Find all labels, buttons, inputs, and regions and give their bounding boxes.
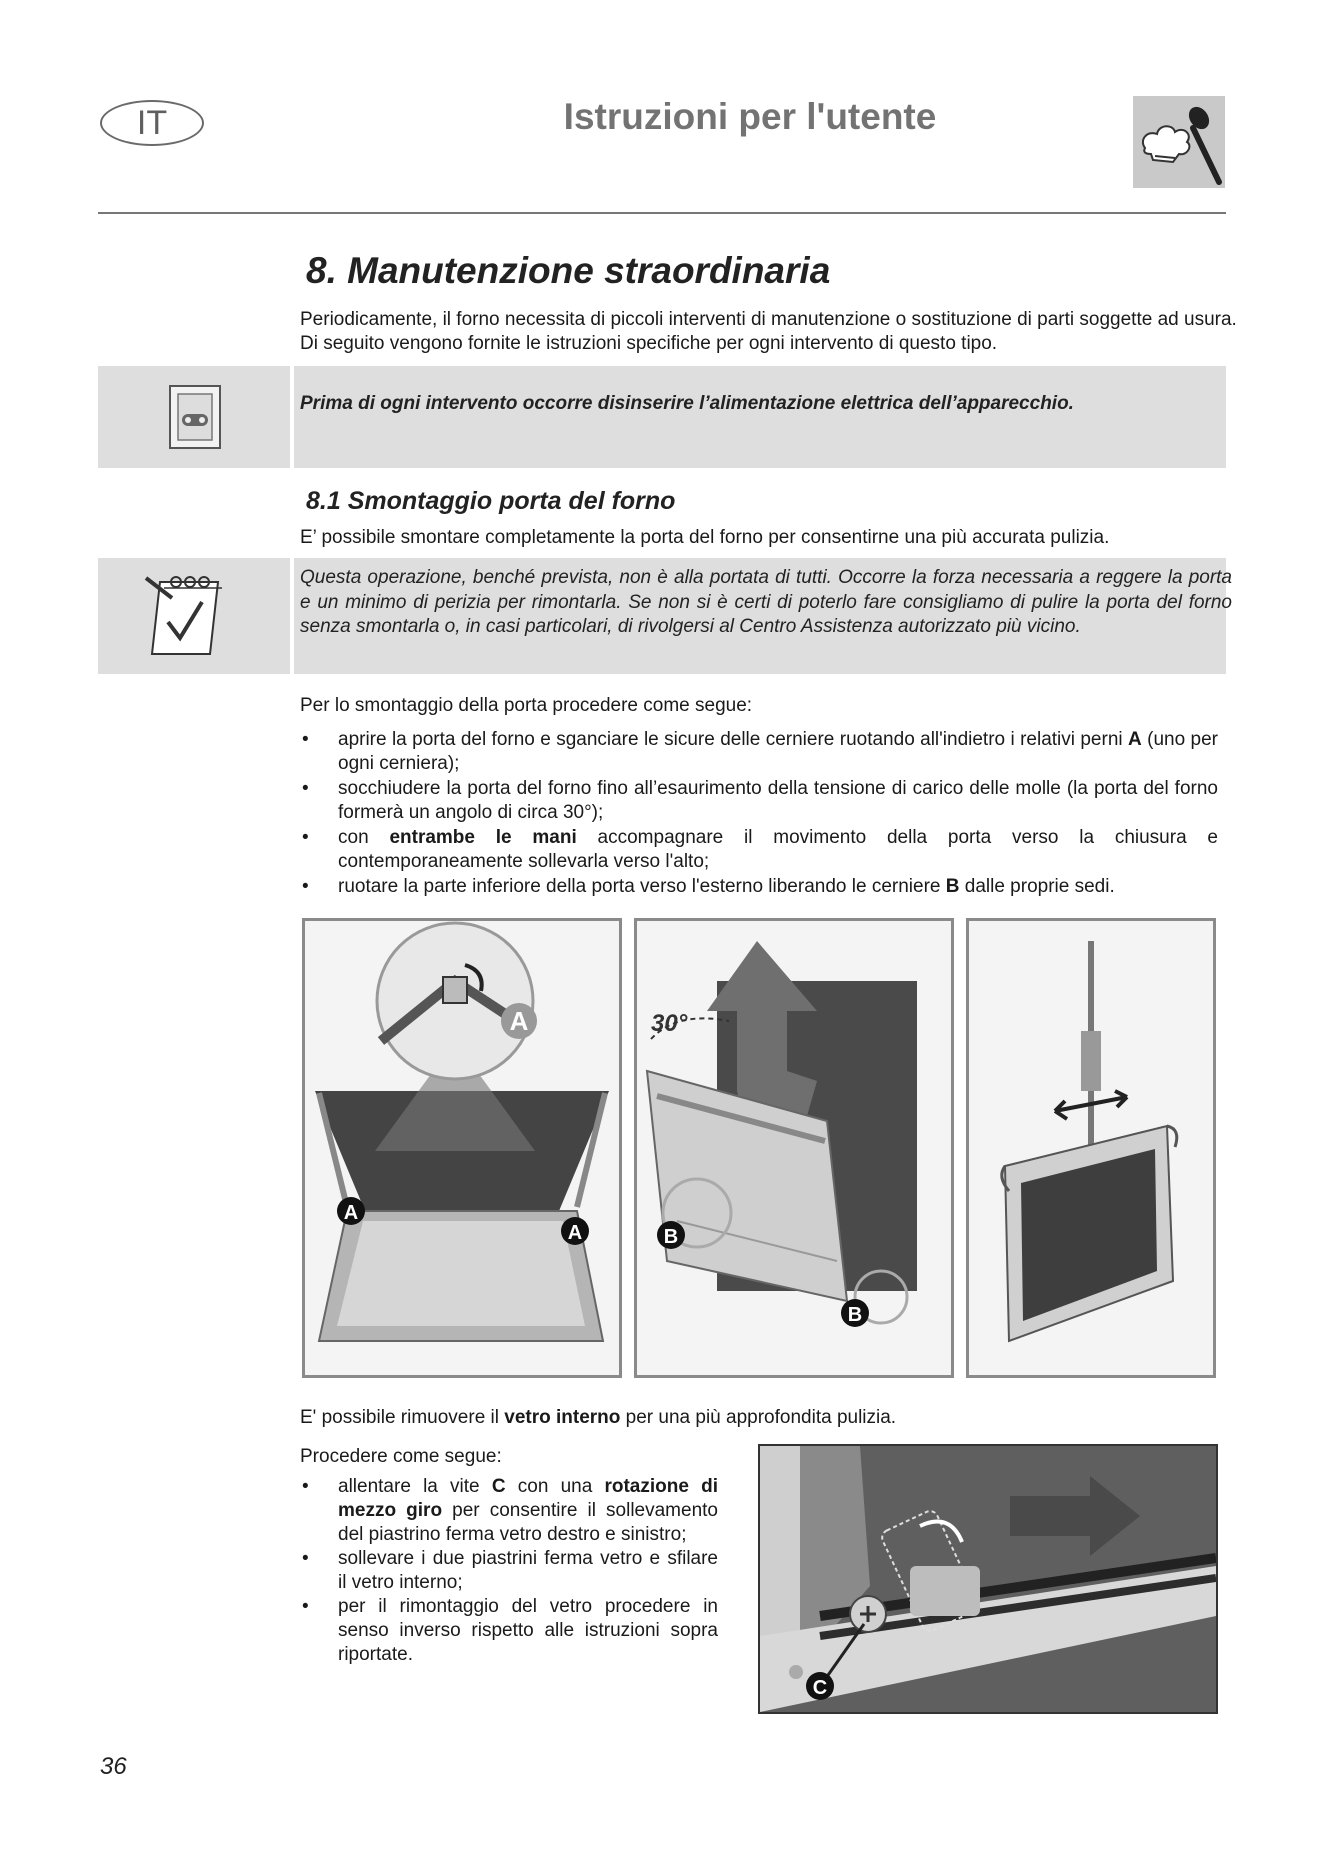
fig1-label-a-right: A — [567, 1222, 583, 1244]
list-item: • sollevare i due piastrini ferma vetro e sfilare il vetro interno; — [300, 1547, 718, 1595]
warning-bar — [294, 366, 1226, 468]
warning-icon-box — [98, 366, 290, 468]
figure-hinge-a — [302, 918, 622, 1378]
door-removal-steps — [300, 728, 1218, 900]
language-badge — [100, 100, 204, 146]
fig1-label-a-left: A — [343, 1202, 359, 1224]
tip-text: Questa operazione, benché prevista, non è alla portata di tutti. Occorre la forza necessaria a reggere la porta e un minimo di perizia per rimontarla. Se non si è certi di poterlo fare consigliamo di pulire la porta del forno senza smontarla o, in casi particolari, di rivolgersi al Centro Assistenza autorizzato più vicino. — [300, 567, 1232, 637]
subsection-title: 8.1 Smontaggio porta del forno — [306, 487, 676, 515]
list-item: • per il rimontaggio del vetro procedere in senso inverso rispetto alle istruzioni sopra riportate. — [300, 1595, 718, 1667]
subsection-intro: E’ possibile smontare completamente la porta del forno per consentirne una più accurata pulizia. — [300, 527, 1110, 548]
fig1-label-a-top: A — [509, 1006, 529, 1036]
fig2-angle-label: 30° — [651, 1010, 688, 1037]
list-item: • allentare la vite C con una rotazione di mezzo giro per consentire il sollevamento del piastrino ferma vetro destro e sinistro; — [300, 1475, 718, 1547]
header-title: Istruzioni per l'utente — [563, 96, 937, 137]
figure-door-removed — [966, 918, 1216, 1378]
glass-removal-steps — [300, 1475, 718, 1667]
warning-text: Prima di ogni intervento occorre disinserire l’alimentazione elettrica dell’apparecchio. — [300, 393, 1074, 414]
notepad-check-icon — [98, 558, 290, 674]
section-intro: Periodicamente, il forno necessita di piccoli interventi di manutenzione o sostituzione di parti soggette ad usura. Di seguito vengono fornite le istruzioni specifiche per ogni intervento di questo tipo. — [300, 309, 1237, 354]
page-number: 36 — [100, 1753, 127, 1780]
tip-icon-box — [98, 558, 290, 674]
list-item: • aprire la porta del forno e sganciare le sicure delle cerniere ruotando all'indietro i relativi perni A (uno per ogni cerniera); — [300, 728, 1218, 776]
fig2-label-b-right: B — [847, 1304, 863, 1326]
list-item: • socchiudere la porta del forno fino all’esaurimento della tensione di carico delle molle (la porta del forno formerà un angolo di circa 30°); — [300, 777, 1218, 825]
fig2-label-b-left: B — [663, 1226, 679, 1248]
glass-intro: E' possibile rimuovere il vetro interno per una più approfondita pulizia. — [300, 1407, 897, 1428]
list-item: • ruotare la parte inferiore della porta verso l'esterno liberando le cerniere B dalle proprie sedi. — [300, 875, 1218, 899]
language-label: IT — [136, 103, 168, 142]
steps-intro: Per lo smontaggio della porta procedere come segue: — [300, 695, 753, 716]
figure-glass-screw-c — [758, 1444, 1218, 1714]
power-socket-icon — [98, 366, 290, 468]
figure-door-30-degrees — [634, 918, 954, 1378]
fig4-label-c: C — [812, 1677, 828, 1699]
section-title: 8. Manutenzione straordinaria — [306, 250, 831, 291]
list-item: • con entrambe le mani accompagnare il movimento della porta verso la chiusura e contemporaneamente sollevarla verso l'alto; — [300, 826, 1218, 874]
header-divider — [98, 212, 1226, 214]
procedure-label: Procedere come segue: — [300, 1446, 502, 1467]
chef-hat-spoon-icon — [1133, 96, 1225, 188]
